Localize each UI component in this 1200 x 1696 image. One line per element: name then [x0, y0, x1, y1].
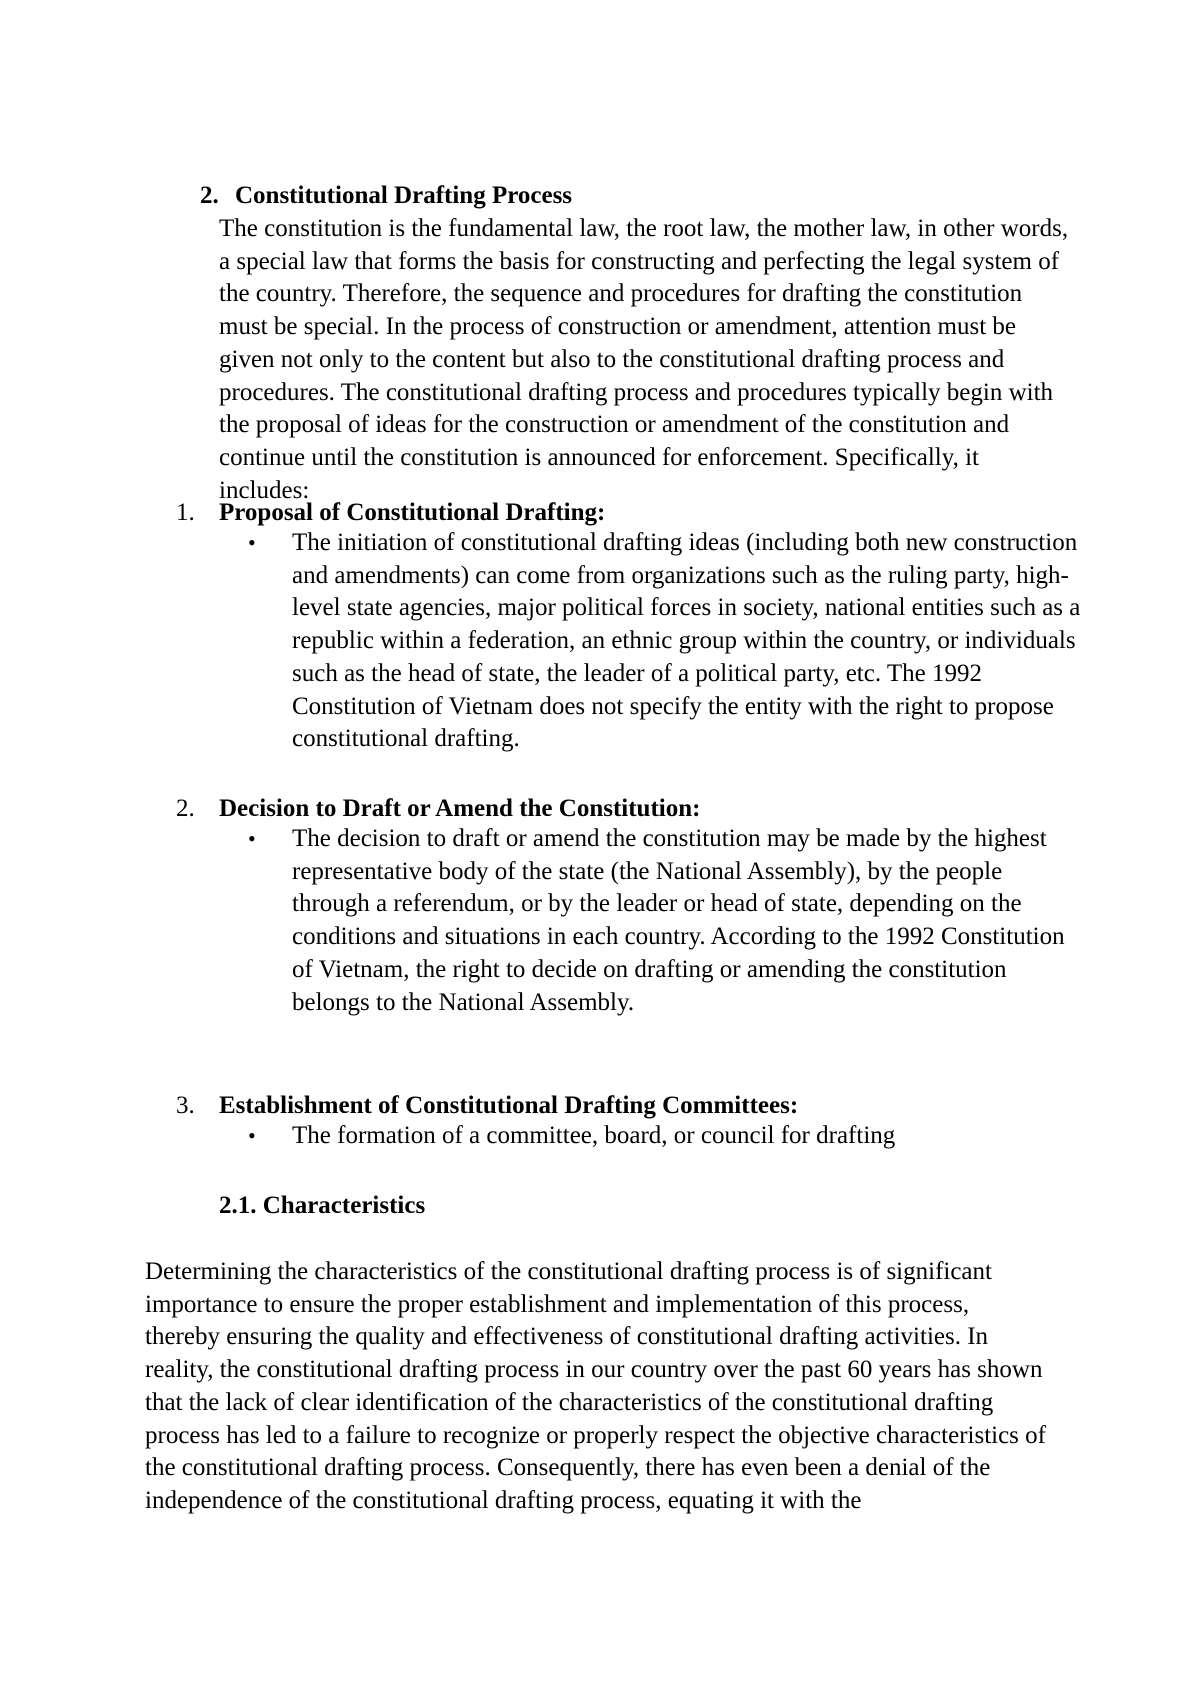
bullet-text: The initiation of constitutional drafting ideas (including both new construction and amendments) can come from organizations such as the ruling party, high-level state agencies, major political forces in society, national entities such as a republic within a federation, an ethnic group within the country, or individuals such as the head of state, the leader of a political party, etc. The 1992 Constitution of Vietnam does not specify the entity with the right to propose constitutional drafting.	[292, 529, 1081, 753]
list-item-title: Establishment of Constitutional Drafting Committees:	[219, 1092, 799, 1119]
list-number: 1.	[176, 499, 195, 526]
section-number: 2.	[200, 182, 219, 209]
bullet-text: The formation of a committee, board, or council for drafting	[292, 1122, 896, 1149]
subsection-heading: 2.1. Characteristics	[219, 1192, 426, 1219]
list-number: 2.	[176, 795, 195, 822]
section-title: Constitutional Drafting Process	[235, 182, 573, 209]
list-number: 3.	[176, 1092, 195, 1119]
section-heading	[200, 180, 572, 213]
list-item-title: Decision to Draft or Amend the Constitution:	[219, 795, 701, 822]
subsection-paragraph: Determining the characteristics of the constitutional drafting process is of significant importance to ensure the proper establishment and implementation of this process, thereby ensuring the quality and effectiveness of constitutional drafting activities. In reality, the constitutional drafting process in our country over the past 60 years has shown that the lack of clear identification of the characteristics of the constitutional drafting process has led to a failure to recognize or properly respect the objective characteristics of the constitutional drafting process. Consequently, there has even been a denial of the independence of the constitutional drafting process, equating it with the	[145, 1258, 1046, 1514]
bullet-text: The decision to draft or amend the constitution may be made by the highest representative body of the state (the National Assembly), by the people through a referendum, or by the leader or head of state, depending on the conditions and situations in each country. According to the 1992 Constitution of Vietnam, the right to decide on drafting or amending the constitution belongs to the National Assembly.	[292, 825, 1065, 1016]
bullet-icon: •	[248, 1123, 256, 1148]
list-item-title: Proposal of Constitutional Drafting:	[219, 499, 606, 526]
section-intro: The constitution is the fundamental law, the root law, the mother law, in other words, a special law that forms the basis for constructing and perfecting the legal system of the country. Therefore, the sequence and procedures for drafting the constitution must be special. In the process of construction or amendment, attention must be given not only to the content but also to the constitutional drafting process and procedures. The constitutional drafting process and procedures typically begin with the proposal of ideas for the construction or amendment of the constitution and continue until the constitution is announced for enforcement. Specifically, it includes:	[219, 215, 1069, 504]
bullet-icon: •	[248, 530, 256, 555]
bullet-icon: •	[248, 826, 256, 851]
